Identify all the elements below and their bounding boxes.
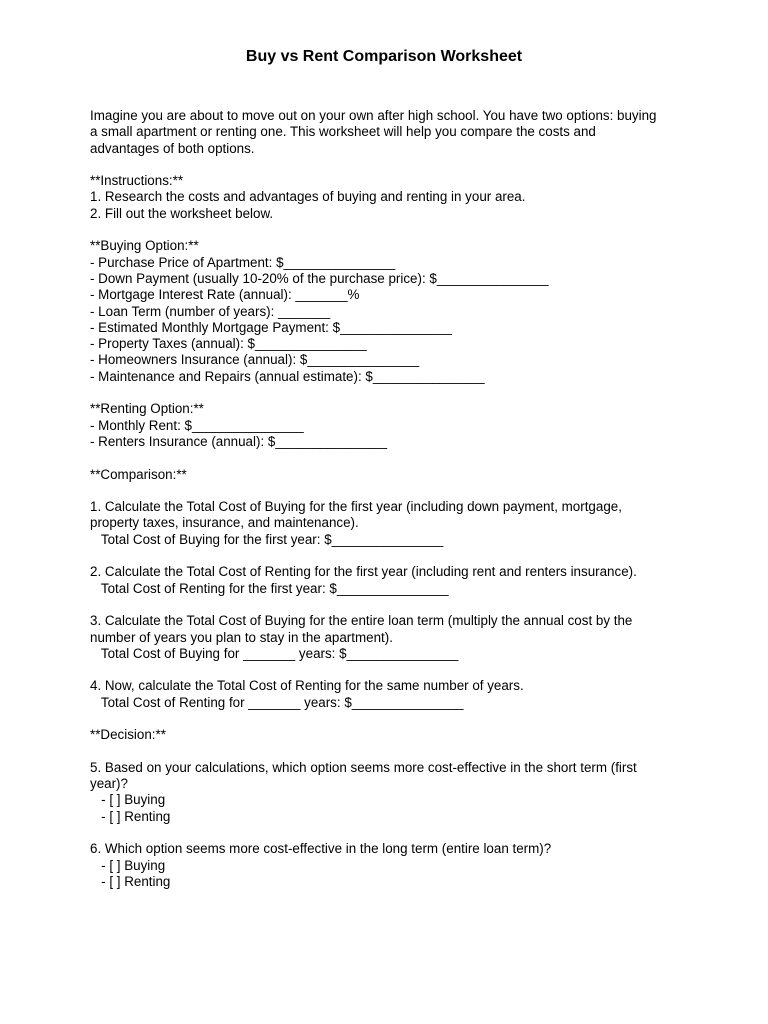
blank-line	[90, 711, 690, 727]
blank-line	[90, 597, 690, 613]
blank-line	[90, 385, 690, 401]
worksheet-line: - [ ] Buying	[90, 857, 166, 873]
document-title: Buy vs Rent Comparison Worksheet	[245, 48, 523, 65]
worksheet-line: property taxes, insurance, and maintenance).	[90, 515, 359, 531]
worksheet-line: Total Cost of Renting for the first year: $_______________	[90, 580, 449, 596]
worksheet-line: - Homeowners Insurance (annual): $_______________	[90, 352, 420, 368]
blank-line	[90, 222, 690, 238]
worksheet-line: - [ ] Renting	[90, 873, 171, 889]
worksheet-line: Total Cost of Buying for the first year: $_______________	[90, 531, 444, 547]
worksheet-line: - Maintenance and Repairs (annual estimate): $_______________	[90, 368, 485, 384]
blank-line	[90, 825, 690, 841]
worksheet-body	[90, 108, 690, 890]
worksheet-line: 2. Fill out the worksheet below.	[90, 205, 274, 221]
worksheet-line: - Mortgage Interest Rate (annual): _______%	[90, 287, 360, 303]
worksheet-line: 4. Now, calculate the Total Cost of Renting for the same number of years.	[90, 678, 524, 694]
worksheet-line: **Renting Option:**	[90, 401, 204, 417]
worksheet-line: advantages of both options.	[90, 140, 255, 156]
worksheet-line: year)?	[90, 776, 128, 792]
worksheet-line: Total Cost of Buying for _______ years: $_______________	[90, 645, 459, 661]
worksheet-line: - [ ] Buying	[90, 792, 166, 808]
worksheet-line: **Decision:**	[90, 727, 166, 743]
worksheet-line: **Instructions:**	[90, 173, 184, 189]
worksheet-line: 5. Based on your calculations, which option seems more cost-effective in the short term (first	[90, 759, 637, 775]
worksheet-line: a small apartment or renting one. This worksheet will help you compare the costs and	[90, 124, 596, 140]
worksheet-line: - Purchase Price of Apartment: $_______________	[90, 254, 396, 270]
worksheet-line: Total Cost of Renting for _______ years: $_______________	[90, 694, 464, 710]
worksheet-line: 3. Calculate the Total Cost of Buying for the entire loan term (multiply the annual cost by the	[90, 613, 633, 629]
blank-line	[90, 744, 690, 760]
blank-line	[90, 157, 690, 173]
worksheet-line: - Monthly Rent: $_______________	[90, 417, 304, 433]
worksheet-line: **Comparison:**	[90, 466, 187, 482]
worksheet-line: - Loan Term (number of years): _______	[90, 303, 331, 319]
blank-line	[90, 662, 690, 678]
blank-line	[90, 483, 690, 499]
worksheet-line: 2. Calculate the Total Cost of Renting for the first year (including rent and renters insurance).	[90, 564, 637, 580]
worksheet-line: 1. Research the costs and advantages of buying and renting in your area.	[90, 189, 526, 205]
worksheet-line: 6. Which option seems more cost-effective in the long term (entire loan term)?	[90, 841, 552, 857]
worksheet-line: 1. Calculate the Total Cost of Buying for the first year (including down payment, mortgage,	[90, 499, 622, 515]
blank-line	[90, 450, 690, 466]
worksheet-line: - Renters Insurance (annual): $_______________	[90, 433, 388, 449]
worksheet-line: - [ ] Renting	[90, 808, 171, 824]
worksheet-line: Imagine you are about to move out on your own after high school. You have two options: buying	[90, 108, 657, 123]
worksheet-line: - Down Payment (usually 10-20% of the purchase price): $_______________	[90, 270, 549, 286]
worksheet-line: number of years you plan to stay in the apartment).	[90, 629, 393, 645]
worksheet-line: **Buying Option:**	[90, 238, 199, 254]
blank-line	[90, 548, 690, 564]
worksheet-line: - Property Taxes (annual): $_______________	[90, 336, 367, 352]
worksheet-line: - Estimated Monthly Mortgage Payment: $_______________	[90, 319, 452, 335]
